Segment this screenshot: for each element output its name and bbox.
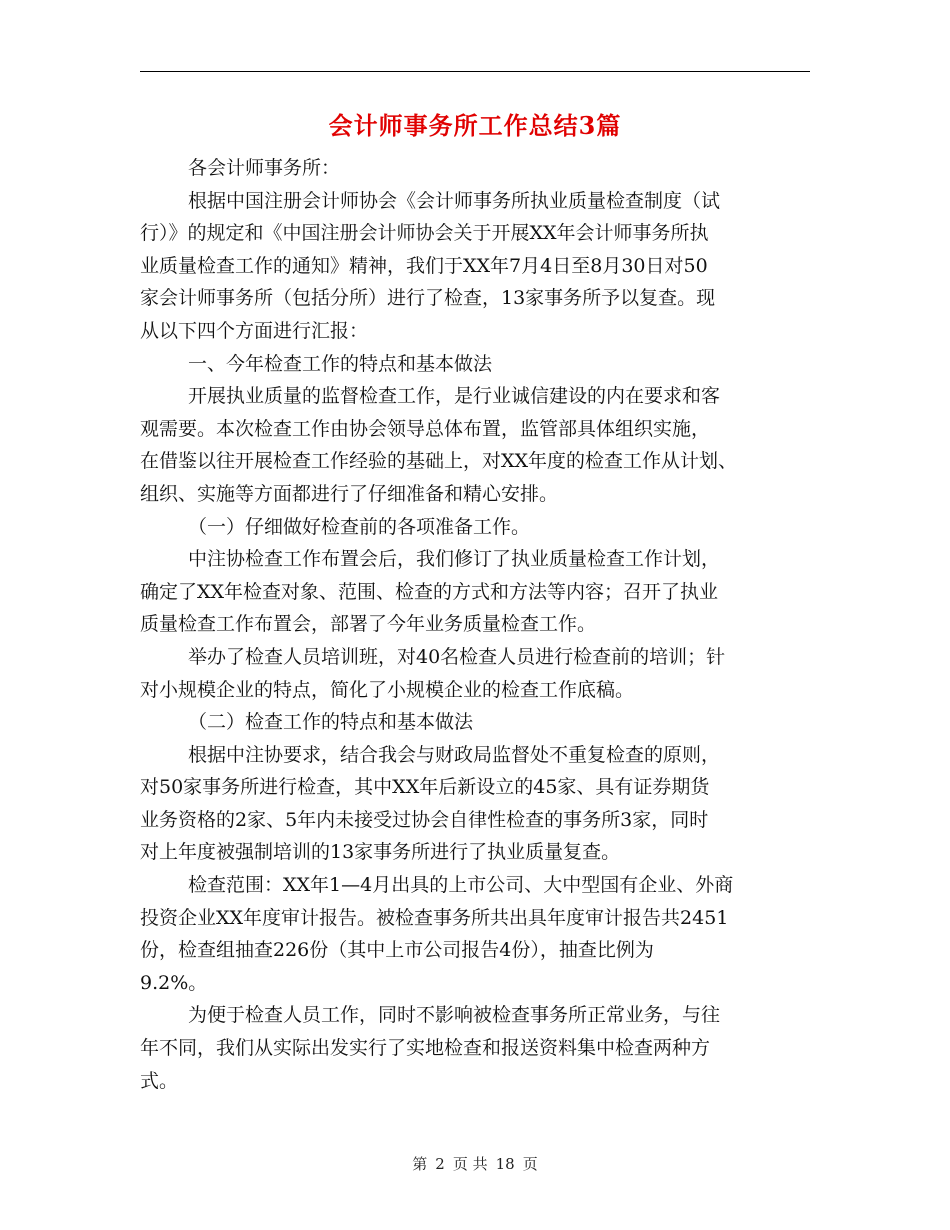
footer-prefix: 第 xyxy=(412,1155,428,1173)
text-line: 对小规模企业的特点，简化了小规模企业的检查工作底稿。 xyxy=(140,678,635,701)
text-line: 份，检查组抽查226份（其中上市公司报告4份），抽查比例为 xyxy=(140,939,654,962)
document-title: 会计师事务所工作总结3篇 xyxy=(328,111,622,140)
text-line: 为便于检查人员工作，同时不影响被检查事务所正常业务，与往 xyxy=(188,1004,721,1027)
text-line: 式。 xyxy=(140,1069,179,1092)
document-body xyxy=(140,152,815,1097)
text-line: 对50家事务所进行检查，其中XX年后新设立的45家、具有证券期货 xyxy=(140,776,710,799)
text-line: 开展执业质量的监督检查工作，是行业诚信建设的内在要求和客 xyxy=(188,385,721,408)
text-line: 年不同，我们从实际出发实行了实地检查和报送资料集中检查两种方 xyxy=(140,1037,711,1060)
text-line: 确定了XX年检查对象、范围、检查的方式和方法等内容；召开了执业 xyxy=(140,580,719,603)
text-line: 观需要。本次检查工作由协会领导总体布置，监管部具体组织实施， xyxy=(140,417,711,440)
text-line: 质量检查工作布置会，部署了今年业务质量检查工作。 xyxy=(140,613,597,636)
text-line: 在借鉴以往开展检查工作经验的基础上，对XX年度的检查工作从计划、 xyxy=(140,450,738,473)
section-heading: 一、今年检查工作的特点和基本做法 xyxy=(188,352,493,375)
text-line: 业质量检查工作的通知》精神，我们于XX年7月4日至8月30日对50 xyxy=(140,254,708,277)
footer-suffix: 页 xyxy=(522,1155,538,1173)
text-line: 家会计师事务所（包括分所）进行了检查，13家事务所予以复查。现 xyxy=(140,287,716,310)
text-line: 业务资格的2家、5年内未接受过协会自律性检查的事务所3家，同时 xyxy=(140,808,709,831)
text-line: 投资企业XX年度审计报告。被检查事务所共出具年度审计报告共2451 xyxy=(140,906,729,929)
text-line: 检查范围：XX年1—4月出具的上市公司、大中型国有企业、外商 xyxy=(188,874,734,897)
footer-middle: 页 共 xyxy=(452,1155,488,1173)
text-line: 从以下四个方面进行汇报： xyxy=(140,319,369,342)
text-line: 根据中注协要求，结合我会与财政局监督处不重复检查的原则， xyxy=(188,743,721,766)
text-line: 举办了检查人员培训班，对40名检查人员进行检查前的培训；针 xyxy=(188,645,726,668)
subsection-heading: （一）仔细做好检查前的各项准备工作。 xyxy=(188,515,531,538)
text-line: 组织、实施等方面都进行了仔细准备和精心安排。 xyxy=(140,482,559,505)
page-total: 18 xyxy=(495,1155,515,1173)
text-line: 对上年度被强制培训的13家事务所进行了执业质量复查。 xyxy=(140,841,621,864)
header-rule xyxy=(140,71,810,72)
subsection-heading: （二）检查工作的特点和基本做法 xyxy=(188,711,474,734)
page-footer xyxy=(0,1152,950,1176)
page-number: 2 xyxy=(435,1155,445,1173)
text-line: 中注协检查工作布置会后，我们修订了执业质量检查工作计划， xyxy=(188,548,721,571)
text-line: 9.2%。 xyxy=(140,971,208,994)
text-line: 行）》的规定和《中国注册会计师协会关于开展XX年会计师事务所执 xyxy=(140,222,709,245)
text-line: 根据中国注册会计师协会《会计师事务所执业质量检查制度（试 xyxy=(188,189,721,212)
text-line: 各会计师事务所： xyxy=(188,157,341,179)
